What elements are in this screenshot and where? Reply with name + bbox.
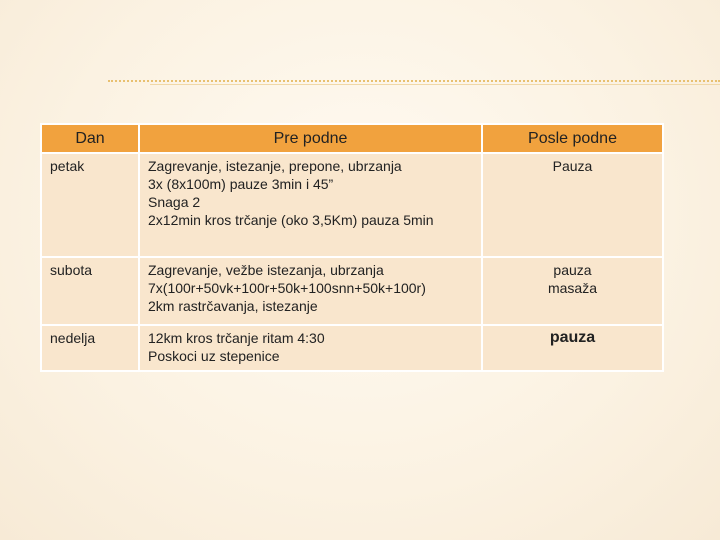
morning-line: Zagrevanje, vežbe istezanja, ubrzanja — [148, 262, 384, 278]
afternoon-line: pauza — [553, 262, 592, 278]
header-posle-podne: Posle podne — [482, 124, 663, 153]
decorative-line — [150, 84, 720, 85]
day-cell: petak — [41, 153, 139, 257]
morning-cell — [139, 325, 482, 371]
afternoon-line: masaža — [547, 280, 598, 296]
morning-line: Zagrevanje, istezanje, prepone, ubrzanja — [148, 158, 402, 174]
decorative-dotted-line — [108, 80, 720, 82]
afternoon-cell — [482, 257, 663, 325]
afternoon-cell — [482, 153, 663, 257]
day-cell: subota — [41, 257, 139, 325]
morning-line: 2x12min kros trčanje (oko 3,5Km) pauza 5min — [148, 212, 434, 228]
table-row — [41, 257, 663, 325]
morning-line: 2km rastrčavanja, istezanje — [148, 298, 318, 314]
morning-line: Snaga 2 — [148, 194, 201, 210]
table-row — [41, 153, 663, 257]
morning-line: 3x (8x100m) pauze 3min i 45” — [148, 176, 334, 192]
table-header-row — [41, 124, 663, 153]
header-dan: Dan — [41, 124, 139, 153]
afternoon-cell — [482, 325, 663, 371]
morning-cell — [139, 257, 482, 325]
training-schedule-table — [40, 123, 664, 372]
header-pre-podne: Pre podne — [139, 124, 482, 153]
afternoon-line: pauza — [549, 329, 596, 346]
afternoon-line: Pauza — [552, 158, 593, 174]
day-cell: nedelja — [41, 325, 139, 371]
table-row — [41, 325, 663, 371]
morning-line: Poskoci uz stepenice — [148, 348, 280, 364]
morning-line: 7x(100r+50vk+100r+50k+100snn+50k+100r) — [148, 280, 426, 296]
morning-cell — [139, 153, 482, 257]
morning-line: 12km kros trčanje ritam 4:30 — [148, 330, 325, 346]
